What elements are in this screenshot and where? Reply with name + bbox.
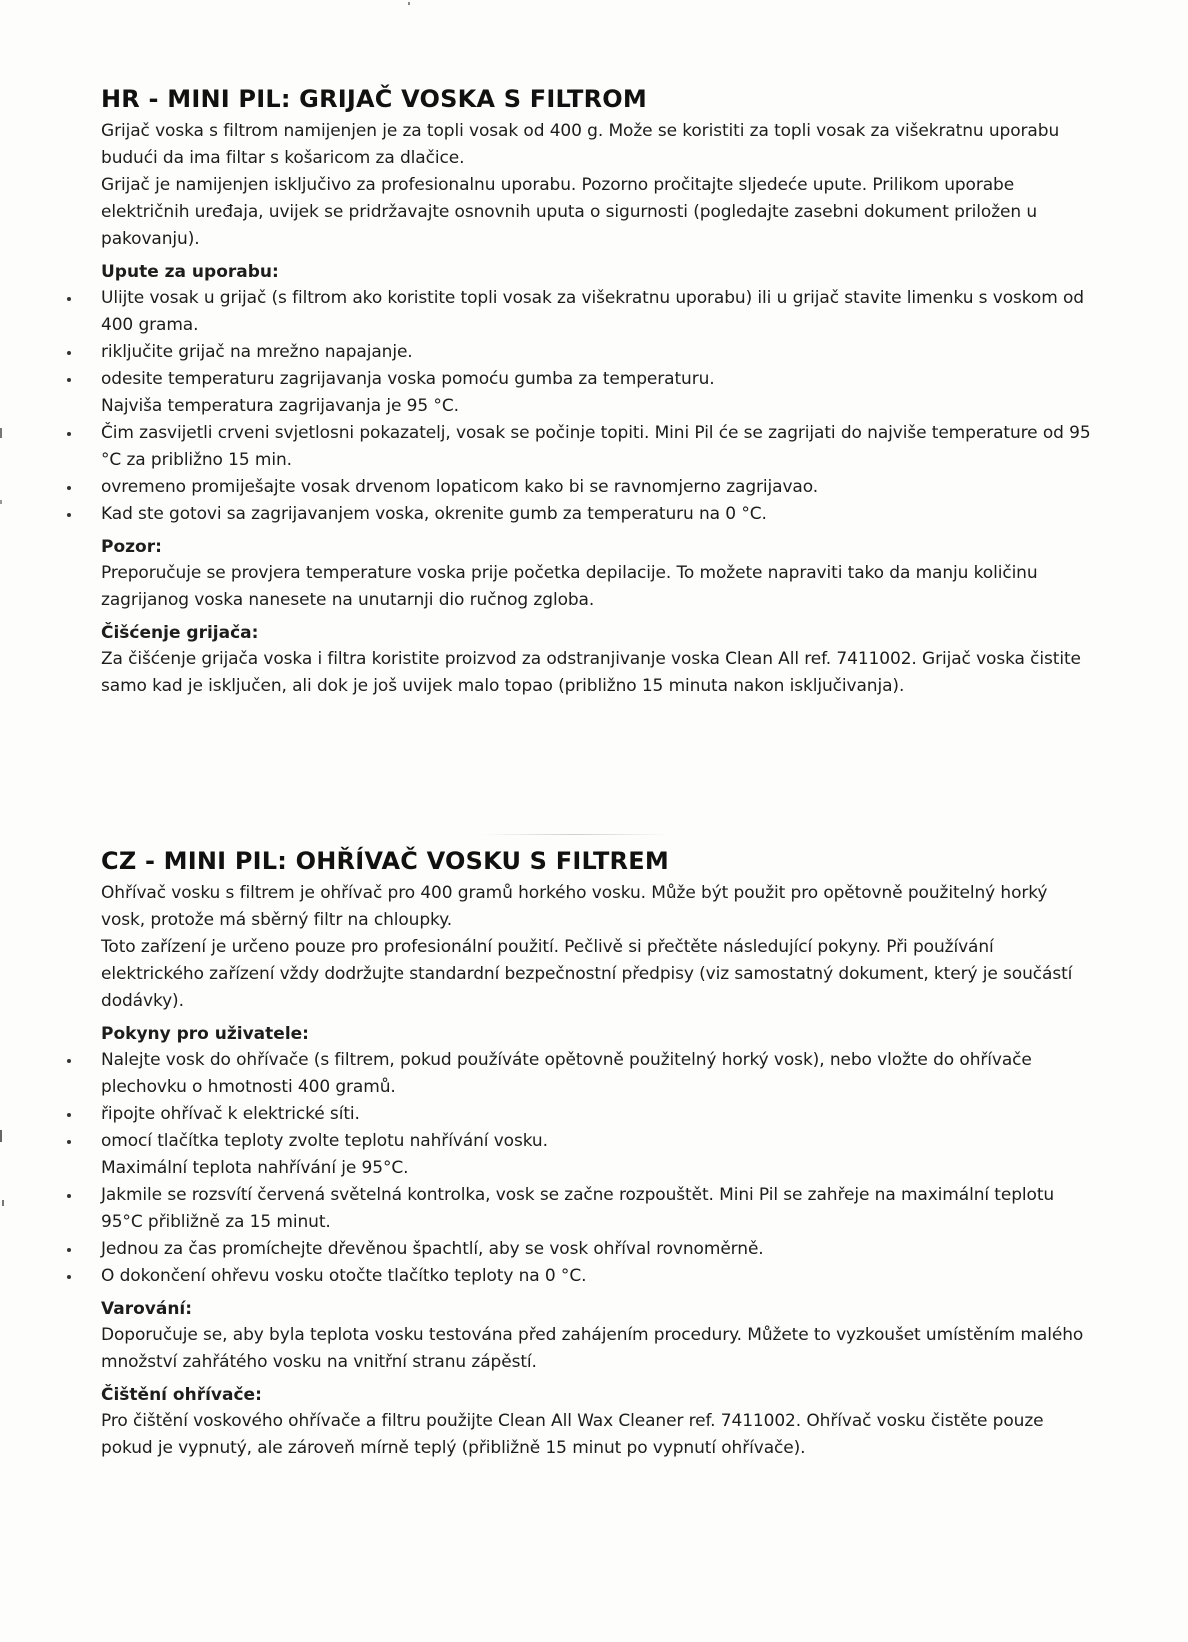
section-cz (101, 846, 1091, 1462)
list-item (101, 501, 1091, 528)
list-item-text: O dokončení ohřevu vosku otočte tlačítko teploty na 0 °C. (101, 1266, 587, 1286)
bullet-icon (67, 1059, 71, 1063)
list-item (101, 339, 1091, 366)
bullet-icon (67, 378, 71, 382)
list-item-text: ovremeno promiješajte vosak drvenom lopaticom kako bi se ravnomjerno zagrijavao. (101, 477, 819, 497)
list-item-text: Kad ste gotovi sa zagrijavanjem voska, okrenite gumb za temperaturu na 0 °C. (101, 504, 767, 524)
section-title: HR - MINI PIL: GRIJAČ VOSKA S FILTROM (101, 85, 647, 113)
list-item-text: riključite grijač na mrežno napajanje. (101, 342, 413, 362)
intro-paragraph: Grijač voska s filtrom namijenjen je za topli vosak od 400 g. Može se koristiti za topli vosak za višekratnu uporabu budući da ima filtar s košaricom za dlačice. (101, 121, 1060, 168)
warning-text: Doporučuje se, aby byla teplota vosku testována před zahájením procedury. Můžete to vyzkoušet umístěním malého množství zahřátého vosku na vnitřní stranu zápěstí. (101, 1325, 1084, 1372)
section-title: CZ - MINI PIL: OHŘÍVAČ VOSKU S FILTREM (101, 847, 669, 875)
cleaning-heading: Čišćenje grijača: (101, 623, 259, 643)
usage-heading: Upute za uporabu: (101, 262, 279, 282)
intro-paragraph: Ohřívač vosku s filtrem je ohřívač pro 400 gramů horkého vosku. Může být použit pro opětovně použitelný horký vosk, protože má sběrný filtr na chloupky. (101, 883, 1048, 930)
list-item-text: Jakmile se rozsvítí červená světelná kontrolka, vosk se začne rozpouštět. Mini Pil se zahřeje na maximální teplotu 95°C přibližně za 15 minut. (101, 1185, 1055, 1232)
section-hr (101, 84, 1091, 700)
list-item (101, 1047, 1091, 1101)
scan-divider-line (480, 834, 670, 835)
warning-heading: Pozor: (101, 537, 162, 557)
list-item (101, 366, 1091, 420)
usage-list (101, 1047, 1091, 1290)
list-item-note: Maximální teplota nahřívání je 95°C. (101, 1158, 409, 1178)
bullet-icon (67, 1140, 71, 1144)
list-item (101, 1182, 1091, 1236)
cleaning-text: Za čišćenje grijača voska i filtra koristite proizvod za odstranjivanje voska Clean All ref. 7411002. Grijač voska čistite samo kad je isključen, ali dok je još uvijek malo topao (približno 15 minuta nakon isključivanja). (101, 649, 1081, 696)
bullet-icon (67, 432, 71, 436)
list-item-text: Jednou za čas promíchejte dřevěnou špachtlí, aby se vosk ohříval rovnoměrně. (101, 1239, 764, 1259)
list-item (101, 1236, 1091, 1263)
list-item-text: Čim zasvijetli crveni svjetlosni pokazatelj, vosak se počinje topiti. Mini Pil će se zagrijati do najviše temperature od 95 °C za približno 15 min. (101, 423, 1091, 470)
list-item-text: omocí tlačítka teploty zvolte teplotu nahřívání vosku. (101, 1131, 548, 1151)
bullet-icon (67, 513, 71, 517)
intro-paragraph: Toto zařízení je určeno pouze pro profesionální použití. Pečlivě si přečtěte následující pokyny. Při používání elektrického zařízení vždy dodržujte standardní bezpečnostní předpisy (viz samostatný dokument, který je součástí dodávky). (101, 937, 1073, 1011)
bullet-icon (67, 297, 71, 301)
list-item-text: Ulijte vosak u grijač (s filtrom ako koristite topli vosak za višekratnu uporabu) ili u grijač stavite limenku s voskom od 400 grama. (101, 288, 1084, 335)
list-item-text: odesite temperaturu zagrijavanja voska pomoću gumba za temperaturu. (101, 369, 715, 389)
list-item-text: Nalejte vosk do ohřívače (s filtrem, pokud používáte opětovně použitelný horký vosk), nebo vložte do ohřívače plechovku o hmotnosti 400 gramů. (101, 1050, 1032, 1097)
list-item (101, 285, 1091, 339)
list-item (101, 474, 1091, 501)
warning-text: Preporučuje se provjera temperature voska prije početka depilacije. To možete napraviti tako da manju količinu zagrijanog voska nanesete na unutarnji dio ručnog zgloba. (101, 563, 1038, 610)
list-item (101, 1101, 1091, 1128)
bullet-icon (67, 1113, 71, 1117)
list-item-text: řipojte ohřívač k elektrické síti. (101, 1104, 360, 1124)
list-item-note: Najviša temperatura zagrijavanja je 95 °C. (101, 396, 459, 416)
warning-heading: Varování: (101, 1299, 193, 1319)
cleaning-heading: Čištění ohřívače: (101, 1385, 262, 1405)
list-item (101, 420, 1091, 474)
intro-paragraph: Grijač je namijenjen isključivo za profesionalnu uporabu. Pozorno pročitajte sljedeće upute. Prilikom uporabe električnih uređaja, uvijek se pridržavajte osnovnih uputa o sigurnosti (pogledajte zasebni dokument priložen u pakovanju). (101, 175, 1038, 249)
bullet-icon (67, 1248, 71, 1252)
cleaning-text: Pro čištění voskového ohřívače a filtru použijte Clean All Wax Cleaner ref. 7411002. Ohřívač vosku čistěte pouze pokud je vypnutý, ale zároveň mírně teplý (přibližně 15 minut po vypnutí ohřívače). (101, 1411, 1044, 1458)
bullet-icon (67, 1275, 71, 1279)
list-item (101, 1263, 1091, 1290)
usage-heading: Pokyny pro uživatele: (101, 1024, 309, 1044)
usage-list (101, 285, 1091, 528)
list-item (101, 1128, 1091, 1182)
bullet-icon (67, 351, 71, 355)
bullet-icon (67, 486, 71, 490)
bullet-icon (67, 1194, 71, 1198)
